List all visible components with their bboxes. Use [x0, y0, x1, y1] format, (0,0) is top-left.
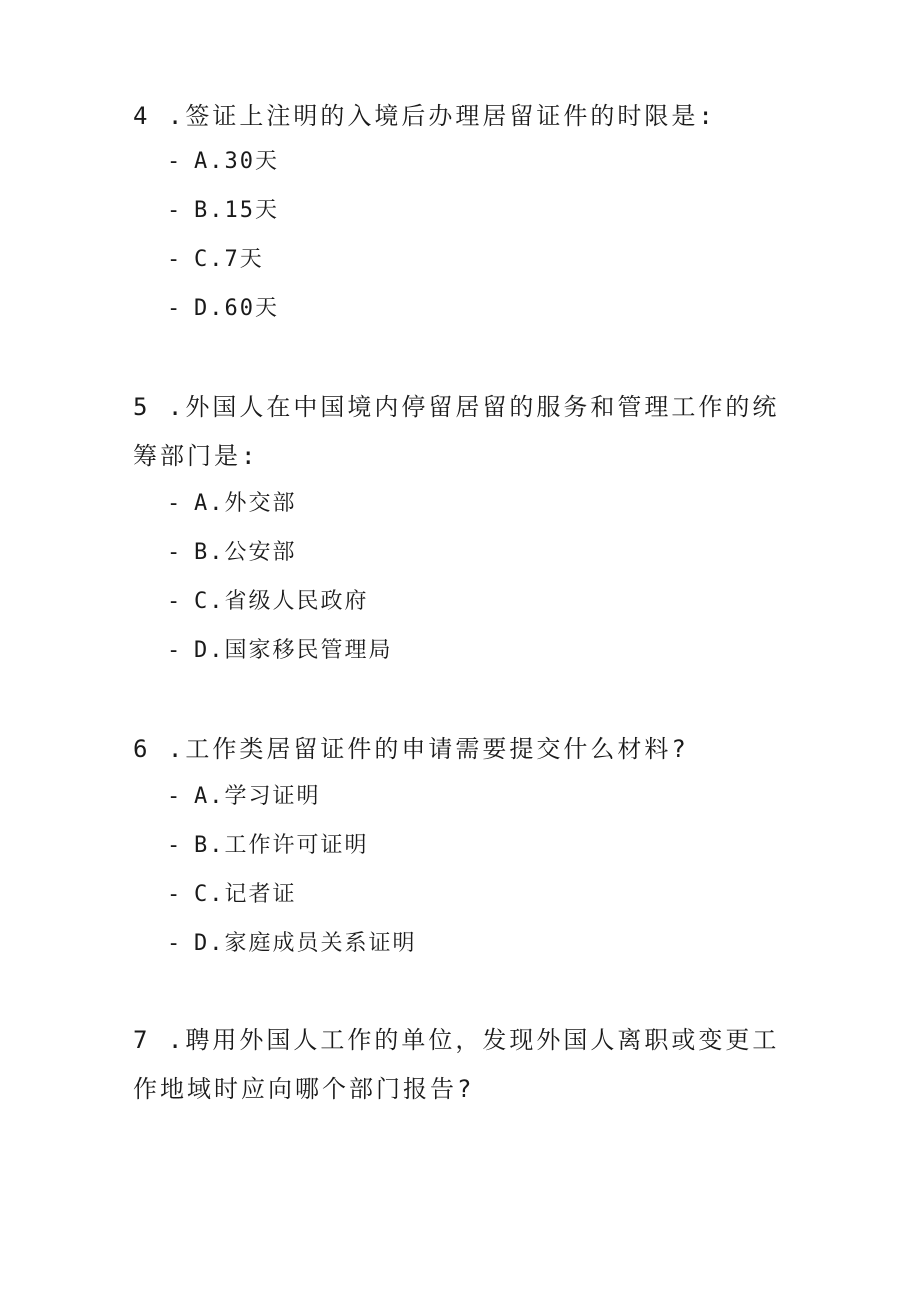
- question-5: 5 .外国人在中国境内停留居留的服务和管理工作的统筹部门是:: [133, 393, 780, 470]
- option-label: A.外交部: [194, 491, 297, 516]
- option-item: [167, 821, 417, 870]
- option-label: B.公安部: [194, 540, 297, 565]
- option-dash: -: [167, 149, 183, 174]
- option-label: A.30天: [194, 149, 279, 174]
- option-item: [167, 577, 393, 626]
- option-item: [167, 235, 279, 284]
- option-item: [167, 870, 417, 919]
- question-4-options: [167, 137, 279, 333]
- option-dash: -: [167, 638, 183, 663]
- question-5-options: [167, 479, 393, 675]
- question-7: 7 .聘用外国人工作的单位，发现外国人离职或变更工作地域时应向哪个部门报告?: [133, 1026, 780, 1103]
- question-6: 6 .工作类居留证件的申请需要提交什么材料?: [133, 735, 689, 763]
- option-label: B.15天: [194, 198, 279, 223]
- option-dash: -: [167, 931, 183, 956]
- option-item: [167, 626, 393, 675]
- option-dash: -: [167, 296, 183, 321]
- option-dash: -: [167, 491, 183, 516]
- option-dash: -: [167, 247, 183, 272]
- option-dash: -: [167, 198, 183, 223]
- option-dash: -: [167, 833, 183, 858]
- question-4: 4 .签证上注明的入境后办理居留证件的时限是:: [133, 102, 716, 130]
- question-6-options: [167, 772, 417, 968]
- option-item: [167, 186, 279, 235]
- option-dash: -: [167, 540, 183, 565]
- option-dash: -: [167, 589, 183, 614]
- option-label: D.60天: [194, 296, 279, 321]
- option-item: [167, 479, 393, 528]
- option-label: A.学习证明: [194, 784, 321, 809]
- option-label: B.工作许可证明: [194, 833, 369, 858]
- option-label: D.国家移民管理局: [194, 638, 393, 663]
- option-item: [167, 919, 417, 968]
- option-item: [167, 284, 279, 333]
- option-dash: -: [167, 882, 183, 907]
- option-label: C.记者证: [194, 882, 297, 907]
- option-dash: -: [167, 784, 183, 809]
- option-item: [167, 528, 393, 577]
- option-label: C.7天: [194, 247, 264, 272]
- option-label: C.省级人民政府: [194, 589, 369, 614]
- option-item: [167, 137, 279, 186]
- option-label: D.家庭成员关系证明: [194, 931, 417, 956]
- option-item: [167, 772, 417, 821]
